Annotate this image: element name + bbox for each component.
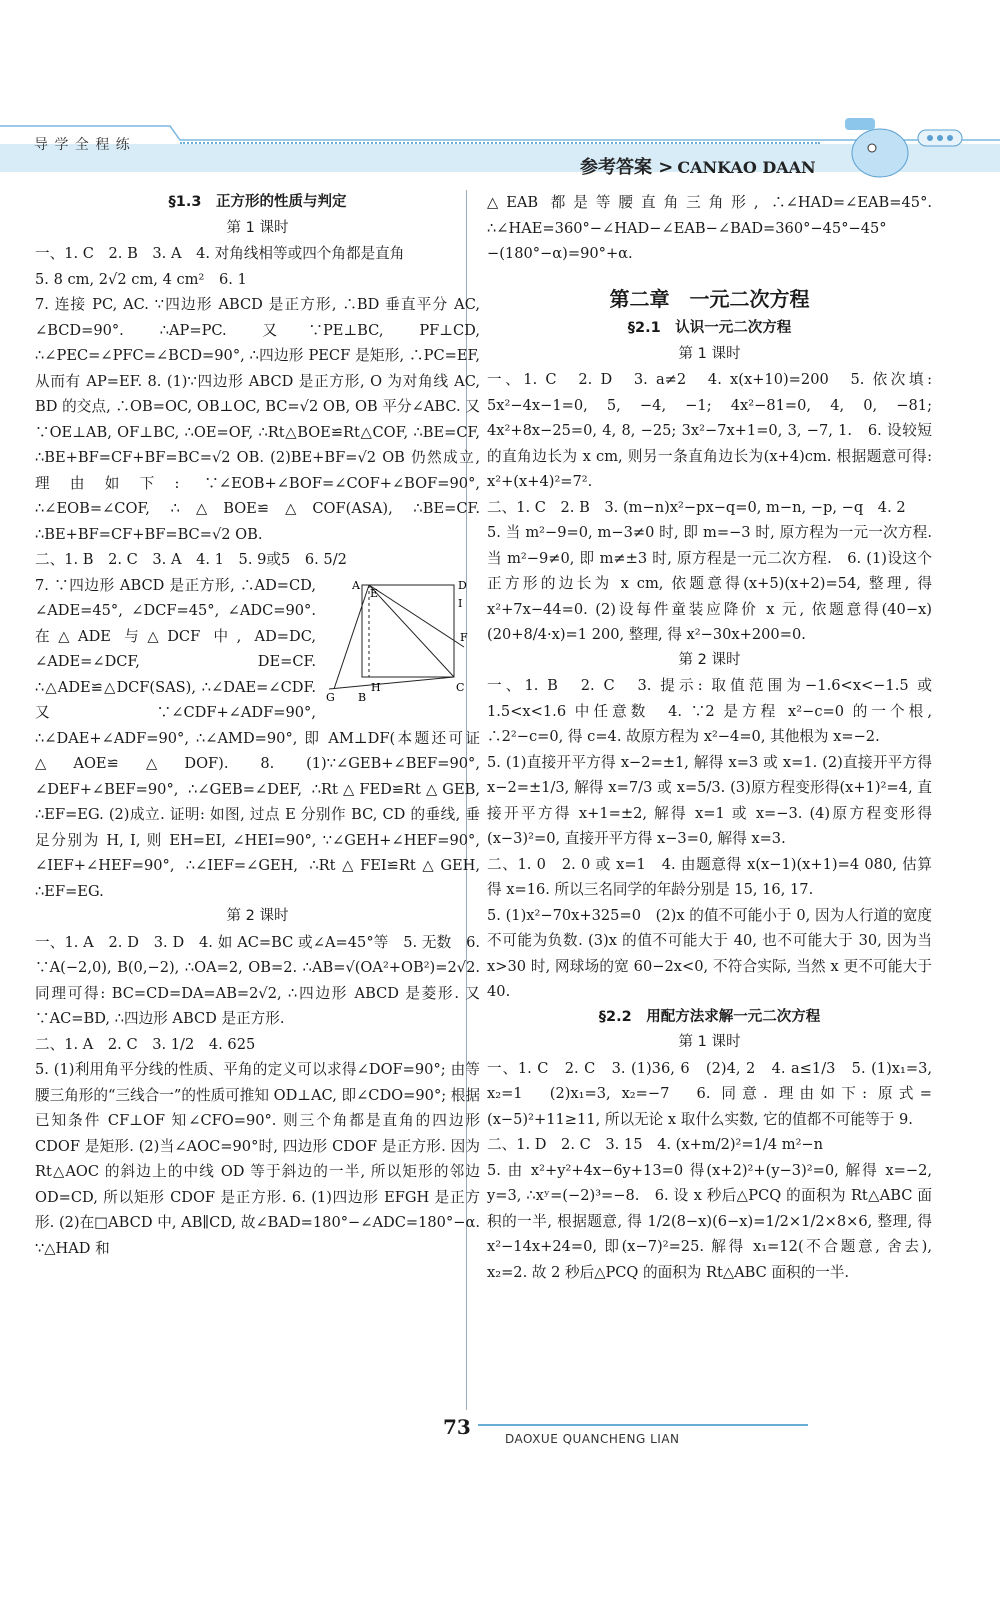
footer-series-label: DAOXUE QUANCHENG LIAN xyxy=(505,1432,680,1446)
lesson-heading: 第 1 课时 xyxy=(226,219,289,236)
section-heading: §1.3 正方形的性质与判定 xyxy=(168,194,347,210)
label-a: A xyxy=(352,578,360,592)
label-f: F xyxy=(460,630,468,644)
answer-paragraph: 5. 8 cm, 2√2 cm, 4 cm² 6. 1 xyxy=(35,270,247,288)
brand-label: 导 学 全 程 练 xyxy=(34,137,131,153)
label-g: G xyxy=(326,690,335,704)
page-number: 73 xyxy=(443,1415,471,1439)
section-heading: §2.2 用配方法求解一元二次方程 xyxy=(598,1008,821,1025)
geometry-figure xyxy=(324,577,474,707)
header-title xyxy=(580,153,816,179)
answer-paragraph: 5. 由 x²+y²+4x−6y+13=0 得(x+2)²+(y−3)²=0, 解得 x=−2, y=3, ∴xʸ=(−2)³=−8. 6. 设 x 秒后△PCQ 的面积为 Rt△ABC 面积的一半, 根据题意, 得 1/2(8−x)(6−x)=1/2×1/2×8×6, 整理, 得 x²−14x+24=0, 即(x−7)²=25. 解得 x₁=12(不合题意, 舍去), x₂=2. 故 2 秒后△PCQ 的面积为 Rt△ABC 面积的一半. xyxy=(487,1161,932,1281)
answer-paragraph: 一、1. A 2. D 3. D 4. 如 AC=BC 或∠A=45°等 5. 无数 6. ∵A(−2,0), B(0,−2), ∴OA=2, OB=2. ∴AB=√(OA²+OB²)=2√2. 同理可得: BC=CD=DA=AB=2√2, ∴四边形 ABCD 是菱形. 又∵AC=BD, ∴四边形 ABCD 是正方形. xyxy=(35,933,480,1027)
label-d: D xyxy=(458,578,467,592)
answer-paragraph: 一、1. B 2. C 3. 提示: 取值范围为−1.6<x<−1.5 或 1.5<x<1.6 中任意数 4. ∵2 是方程 x²−c=0 的一个根, ∴2²−c=0, 得 c=4. 故原方程为 x²−4=0, 其他根为 x=−2. xyxy=(487,677,932,745)
lesson-heading: 第 2 课时 xyxy=(678,651,741,668)
answer-paragraph: 二、1. C 2. B 3. (m−n)x²−px−q=0, m−n, −p, −q 4. 2 xyxy=(487,498,906,516)
answer-paragraph: 5. (1)利用角平分线的性质、平角的定义可以求得∠DOF=90°; 由等腰三角形的“三线合一”的性质可推知 OD⊥AC, 即∠CDO=90°; 根据已知条件 CF⊥OF 知∠CFO=90°. 则三个角都是直角的四边形 CDOF 是矩形. (2)当∠AOC=90°时, 四边形 CDOF 是正方形. 因为 Rt△AOC 的斜边上的中线 OD 等于斜边的一半, 所以矩形的邻边 OD=CD, 所以矩形 CDOF 是正方形. 6. (1)四边形 EFGH 是正方形. (2)在□ABCD 中, AB∥CD, 故∠BAD=180°−∠ADC=180°−α. ∵△HAD 和 xyxy=(35,1061,480,1257)
label-b: B xyxy=(358,690,367,704)
label-h: H xyxy=(371,680,381,694)
label-c: C xyxy=(456,680,465,694)
lesson-heading: 第 2 课时 xyxy=(226,908,289,924)
header-dotline xyxy=(180,142,820,144)
header-title-en: CANKAO DAAN xyxy=(677,158,816,177)
label-i: I xyxy=(458,596,463,610)
header-chevron-icon: > xyxy=(658,157,674,178)
answer-paragraph: 一、1. C 2. C 3. (1)36, 6 (2)4, 2 4. a≤1/3 5. (1)x₁=3, x₂=1 (2)x₁=3, x₂=−7 6. 同意. 理由如下: 原式=(x−5)²+11≥11, 所以无论 x 取什么实数, 它的值都不可能等于 9. xyxy=(487,1059,932,1128)
answer-paragraph: 二、1. A 2. C 3. 1/2 4. 625 xyxy=(35,1035,256,1053)
label-e: E xyxy=(370,586,379,600)
right-column xyxy=(487,190,932,1285)
answer-paragraph: 5. (1)x²−70x+325=0 (2)x 的值不可能小于 0, 因为人行道的宽度不可能为负数. (3)x 的值不可能大于 40, 也不可能大于 30, 因为当 x>30 时, 网球场的宽 60−2x<0, 不符合实际, 当然 x 更不可能大于 40. xyxy=(487,906,932,1000)
answer-paragraph: 二、1. B 2. C 3. A 4. 1 5. 9或5 6. 5/2 xyxy=(35,551,347,568)
left-column xyxy=(35,190,480,1261)
answer-paragraph: 一、1. C 2. D 3. a≠2 4. x(x+10)=200 5. 依次填: 5x²−4x−1=0, 5, −4, −1; 4x²−81=0, 4, 0, −81; 4x²+8x−25=0, 4, 8, −25; 3x²−7x+1=0, 3, −7, 1. 6. 设较短的直角边长为 x cm, 则另一条直角边长为(x+4)cm. 根据题意可得: x²+(x+4)²=7². xyxy=(487,371,932,490)
answer-paragraph: 5. (1)直接开平方得 x−2=±1, 解得 x=3 或 x=1. (2)直接开平方得 x−2=±1/3, 解得 x=7/3 或 x=5/3. (3)原方程变形得(x+1)²=4, 直接开平方得 x+1=±2, 解得 x=1 或 x=−3. (4)原方程变形得(x−3)²=0, 直接开平方得 x−3=0, 解得 x=3. xyxy=(487,753,932,847)
lesson-heading: 第 1 课时 xyxy=(678,1034,741,1050)
answer-paragraph: 5. 当 m²−9=0, m−3≠0 时, 即 m=−3 时, 原方程为一元一次方程. 当 m²−9≠0, 即 m≠±3 时, 原方程是一元二次方程. 6. (1)设这个正方形的边长为 x cm, 依题意得(x+5)(x+2)=54, 整理, 得 x²+7x−44=0. (2)设每件童装应降价 x 元, 依题意得(40−x)(20+8/4·x)=1 200, 整理, 得 x²−30x+200=0. xyxy=(487,524,932,643)
footer-arrow-icon xyxy=(478,1424,808,1426)
answer-paragraph: 二、1. D 2. C 3. 15 4. (x+m/2)²=1/4 m²−n xyxy=(487,1136,824,1153)
answer-paragraph: 7. 连接 PC, AC. ∵四边形 ABCD 是正方形, ∴BD 垂直平分 AC, ∠BCD=90°. ∴AP=PC. 又∵PE⊥BC, PF⊥CD, ∴∠PEC=∠PFC=∠BCD=90°, ∴四边形 PECF 是矩形, ∴PC=EF, 从而有 AP=EF. 8. (1)∵四边形 ABCD 是正方形, O 为对角线 AC, BD 的交点, ∴OB=OC, OB⊥OC, BC=√2 OB, OB 平分∠ABC. 又∵OE⊥AB, OF⊥BC, ∴OE=OF, ∴Rt△BOE≌Rt△COF, ∴BE=CF, ∴BE+BF=CF+BF=BC=√2 OB. (2)BE+BF=√2 OB 仍然成立, 理由如下: ∵∠EOB+∠BOF=∠COF+∠BOF=90°, ∴∠EOB=∠COF, ∴△BOE≌△COF(ASA), ∴BE=CF. ∴BE+BF=CF+BF=BC=√2 OB. xyxy=(35,296,480,543)
answer-paragraph: 一、1. C 2. B 3. A 4. 对角线相等或四个角都是直角 xyxy=(35,245,405,262)
chapter-heading: 第二章 一元二次方程 xyxy=(609,286,810,311)
mascot-icon xyxy=(820,108,970,183)
answer-paragraph: 7. ∵四边形 ABCD 是正方形, ∴AD=CD, ∠ADE=45°, ∠DCF=45°, ∠ADC=90°. 在△ADE 与△DCF 中, AD=DC, ∠ADE=∠DCF, DE=CF. ∴△ADE≌△DCF(SAS), ∴∠DAE=∠CDF. 又∵∠CDF+∠ADF=90°, ∴∠DAE+∠ADF=90°, ∴∠AMD=90°, 即 AM⊥DF(本题还可证△AOE≌△DOF). 8. (1)∵∠GEB+∠BEF=90°, ∠DEF+∠BEF=90°, ∴∠GEB=∠DEF, ∴Rt△FED≌Rt△GEB, ∴EF=EG. (2)成立. 证明: 如图, 过点 E 分别作 BC, CD 的垂线, 垂足分别为 H, I, 则 EH=EI, ∠HEI=90°, ∵∠GEH+∠HEF=90°, ∠IEF+∠HEF=90°, ∴∠IEF=∠GEH, ∴Rt△FEI≌Rt△GEH, ∴EF=EG. xyxy=(35,576,480,900)
answer-paragraph: 二、1. 0 2. 0 或 x=1 4. 由题意得 x(x−1)(x+1)=4 080, 估算得 x=16. 所以三名同学的年龄分别是 15, 16, 17. xyxy=(487,855,932,898)
lesson-heading: 第 1 课时 xyxy=(678,345,741,362)
header-title-cn: 参考答案 xyxy=(580,157,652,178)
answer-paragraph: △EAB 都是等腰直角三角形, ∴∠HAD=∠EAB=45°. ∴∠HAE=360°−∠HAD−∠EAB−∠BAD=360°−45°−45°−(180°−α)=90°+α. xyxy=(487,194,932,262)
section-heading: §2.1 认识一元二次方程 xyxy=(627,320,792,336)
